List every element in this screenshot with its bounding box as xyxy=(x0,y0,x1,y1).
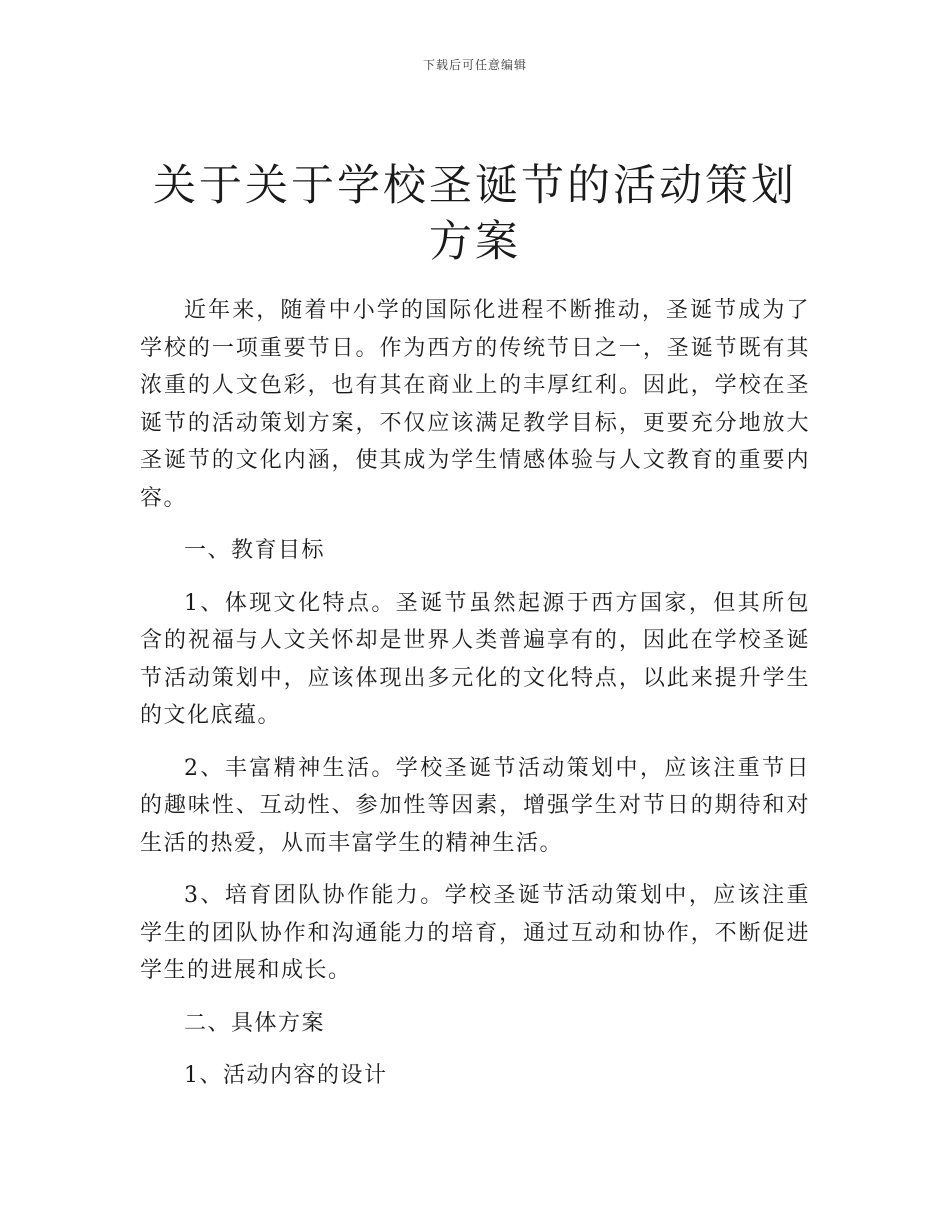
section-heading-goals: 一、教育目标 xyxy=(184,538,326,563)
section-heading-plan: 二、具体方案 xyxy=(184,1010,326,1036)
goal-paragraph-1: 1、体现文化特点。圣诞节虽然起源于西方国家，但其所包含的祝福与人文关怀却是世界人类普遍享有的，因此在学校圣诞节活动策划中，应该体现出多元化的文化特点，以此来提升学生的文化底蕴。 xyxy=(140,590,810,728)
page-header-note: 下载后可任意编辑 xyxy=(422,58,527,72)
goal-paragraph-3: 3、培育团队协作能力。学校圣诞节活动策划中，应该注重学生的团队协作和沟通能力的培育，通过互动和协作，不断促进学生的进展和成长。 xyxy=(140,883,810,983)
document-body xyxy=(140,292,810,1110)
document-title: 关于关于学校圣诞节的活动策划方案 xyxy=(153,161,797,267)
goal-paragraph-2: 2、丰富精神生活。学校圣诞节活动策划中，应该注重节日的趣味性、互动性、参加性等因素，增强学生对节日的期待和对生活的热爱，从而丰富学生的精神生活。 xyxy=(140,755,810,856)
intro-paragraph: 近年来，随着中小学的国际化进程不断推动，圣诞节成为了学校的一项重要节日。作为西方的传统节日之一，圣诞节既有其浓重的人文色彩，也有其在商业上的丰厚红利。因此，学校在圣诞节的活动策划方案，不仅应该满足教学目标，更要充分地放大圣诞节的文化内涵，使其成为学生情感体验与人文教育的重要内容。 xyxy=(140,298,810,511)
plan-subheading-1: 1、活动内容的设计 xyxy=(184,1063,388,1088)
